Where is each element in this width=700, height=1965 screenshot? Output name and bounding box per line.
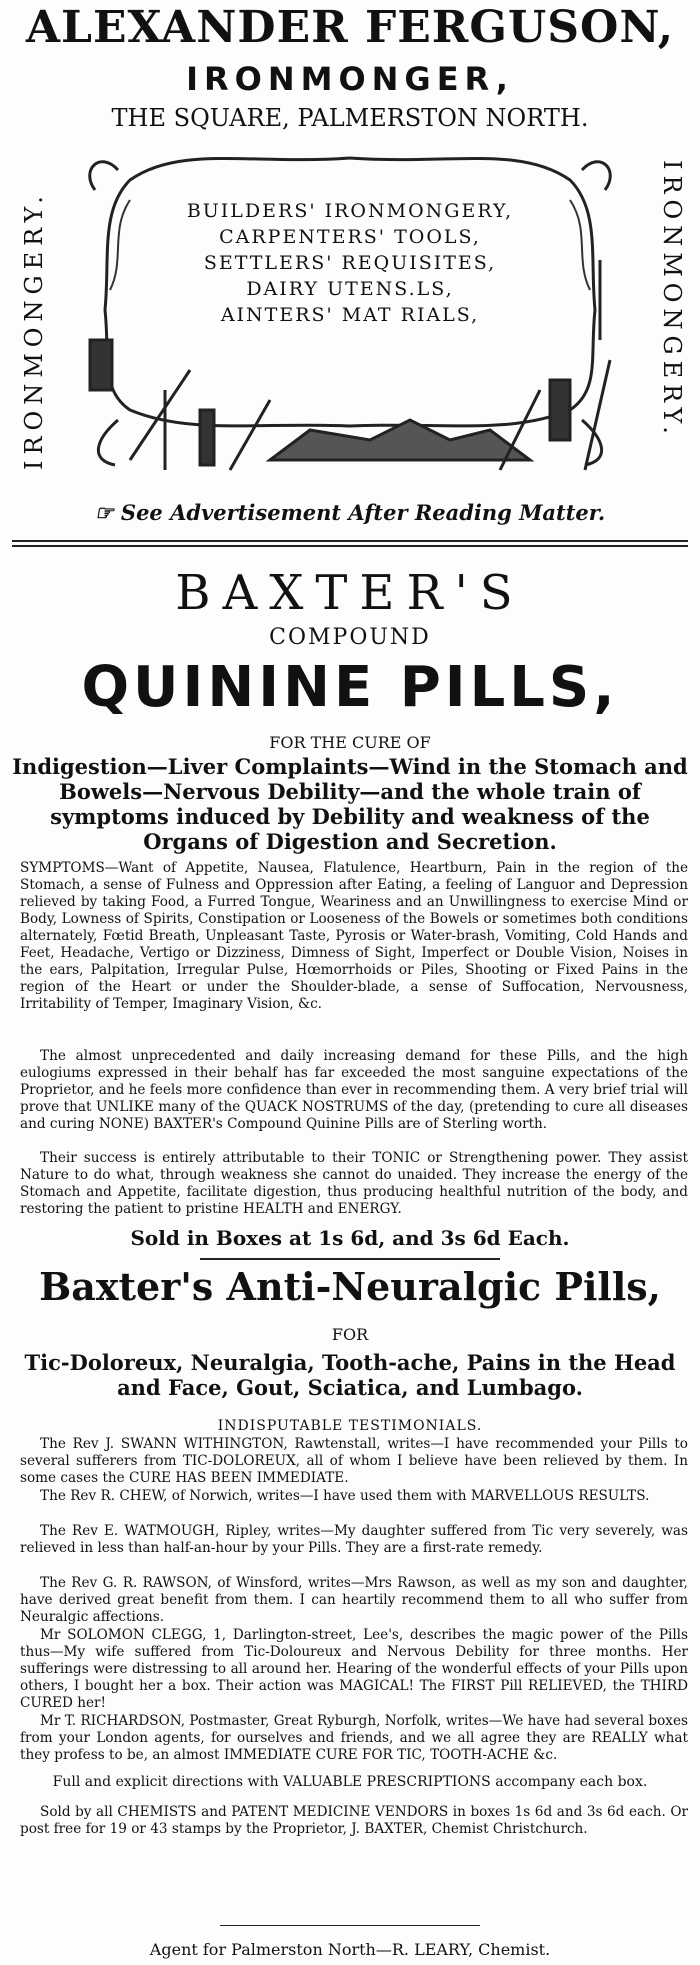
- testimonial: Mr T. RICHARDSON, Postmaster, Great Ryburgh, Norfolk, writes—We have had several boxes from your London agents, for ourselves and friends, and we all agree they are REALLY what they profess to be, an almost IMMEDIATE CURE FOR TIC, TOOTH-ACHE &c.: [20, 1713, 688, 1763]
- goods-line-2: CARPENTERS' TOOLS,: [219, 226, 481, 248]
- neuralgic-ailments: Tic-Doloreux, Neuralgia, Tooth-ache, Pains in the Head and Face, Gout, Sciatica, and Lumbago.: [24, 1350, 676, 1400]
- quinine-success-paragraph: Their success is entirely attributable to their TONIC or Strengthening power. They assist Nature to do what, through weakness she cannot do unaided. They increase the energy of the Stomach and Appetite, facilitate digestion, thus producing healthful nutrition of the body, and restoring the patient to pristine HEALTH and ENERGY.: [20, 1150, 688, 1217]
- see-advertisement-line: [0, 500, 700, 525]
- testimonial: The Rev R. CHEW, of Norwich, writes—I have used them with MARVELLOUS RESULTS.: [40, 1488, 650, 1504]
- divider-rule: [12, 540, 688, 542]
- goods-line-4: DAIRY UTENS.LS,: [246, 278, 454, 300]
- quinine-demand-paragraph: The almost unprecedented and daily increasing demand for these Pills, and the high eulogiums expressed in their behalf has far exceeded the most sanguine expectations of the Proprietor, and he feels more confidence than ever in recommending them. A very brief trial will prove that UNLIKE many of the QUACK NOSTRUMS of the day, (pretending to cure all diseases and curing NONE) BAXTER's Compound Quinine Pills are of Sterling worth.: [20, 1048, 688, 1132]
- neuralgic-title: Baxter's Anti-Neuralgic Pills,: [39, 1264, 661, 1309]
- agent-line: Agent for Palmerston North—R. LEARY, Chemist.: [149, 1940, 551, 1959]
- divider-rule: [200, 1258, 500, 1260]
- neuralgic-sold-by: Sold by all CHEMISTS and PATENT MEDICINE VENDORS in boxes 1s 6d and 3s 6d each. Or post free for 19 or 43 stamps by the Proprietor, J. BAXTER, Chemist Christchurch.: [20, 1804, 688, 1837]
- quinine-price: Sold in Boxes at 1s 6d, and 3s 6d Each.: [130, 1226, 570, 1250]
- goods-line-3: SETTLERS' REQUISITES,: [203, 252, 497, 274]
- goods-line-5: AINTERS' MAT RIALS,: [220, 304, 480, 326]
- ferguson-address: THE SQUARE, PALMERSTON NORTH.: [111, 104, 589, 132]
- testimonial: The Rev J. SWANN WITHINGTON, Rawtenstall, writes—I have recommended your Pills to several sufferers from TIC-DOLOREUX, all of whom I believe have been relieved by them. In some cases the CURE HAS BEEN IMMEDIATE.: [20, 1436, 688, 1486]
- testimonial: The Rev G. R. RAWSON, of Winsford, writes—Mrs Rawson, as well as my son and daughter, have derived great benefit from them. I can heartily recommend them to all who suffer from Neuralgic affections.: [20, 1575, 688, 1625]
- see-advertisement-text: See Advertisement After Reading Matter.: [120, 500, 606, 525]
- quinine-brand: BAXTER'S: [175, 565, 525, 621]
- quinine-compound: COMPOUND: [269, 625, 431, 650]
- side-label-right: IRONMONGERY.: [658, 160, 686, 440]
- quinine-ailments: Indigestion—Liver Complaints—Wind in the Stomach and Bowels—Nervous Debility—and the whole train of symptoms induced by Debility and weakness of the Organs of Digestion and Secretion.: [12, 754, 688, 854]
- quinine-title: QUININE PILLS,: [81, 655, 619, 720]
- testimonials-heading: INDISPUTABLE TESTIMONIALS.: [217, 1418, 483, 1434]
- ferguson-trade: IRONMONGER,: [186, 60, 514, 98]
- divider-rule: [12, 545, 688, 547]
- side-label-left: IRONMONGERY.: [20, 190, 48, 470]
- divider-rule: [220, 1925, 480, 1926]
- ferguson-name: ALEXANDER FERGUSON,: [25, 2, 675, 53]
- neuralgic-for: FOR: [331, 1325, 369, 1344]
- testimonial: Mr SOLOMON CLEGG, 1, Darlington-street, Lee's, describes the magic power of the Pills thus—My wife suffered from Tic-Doloureux and Nervous Debility for three months. Her sufferings were distressing to all around her. Hearing of the wonderful effects of your Pills upon others, I bought her a box. Their action was MAGICAL! The FIRST Pill RELIEVED, the THIRD CURED her!: [20, 1627, 688, 1711]
- quinine-symptoms: SYMPTOMS—Want of Appetite, Nausea, Flatulence, Heartburn, Pain in the region of the Stomach, a sense of Fulness and Oppression after Eating, a feeling of Languor and Depression relieved by taking Food, a Furred Tongue, Weariness and an Unwillingness to exercise Mind or Body, Lowness of Spirits, Constipation or Looseness of the Bowels or sometimes both conditions alternately, Fœtid Breath, Unpleasant Taste, Pyrosis or Water-brash, Vomiting, Cold Hands and Feet, Headache, Vertigo or Dizziness, Dimness of Sight, Imperfect or Double Vision, Noises in the ears, Palpitation, Irregular Pulse, Hœmorrhoids or Piles, Shooting or Fixed Pains in the region of the Heart or under the Shoulder-blade, a sense of Suffocation, Nervousness, Irritability of Temper, Imaginary Vision, &c.: [20, 860, 688, 1012]
- quinine-for-cure: FOR THE CURE OF: [269, 733, 431, 752]
- neuralgic-directions: Full and explicit directions with VALUABLE PRESCRIPTIONS accompany each box.: [52, 1774, 648, 1790]
- goods-line-1: BUILDERS' IRONMONGERY,: [186, 200, 514, 222]
- pointing-hand-icon: ☞: [94, 500, 121, 525]
- testimonial: The Rev E. WATMOUGH, Ripley, writes—My daughter suffered from Tic very severely, was relieved in less than half-an-hour by your Pills. They are a first-rate remedy.: [20, 1523, 688, 1556]
